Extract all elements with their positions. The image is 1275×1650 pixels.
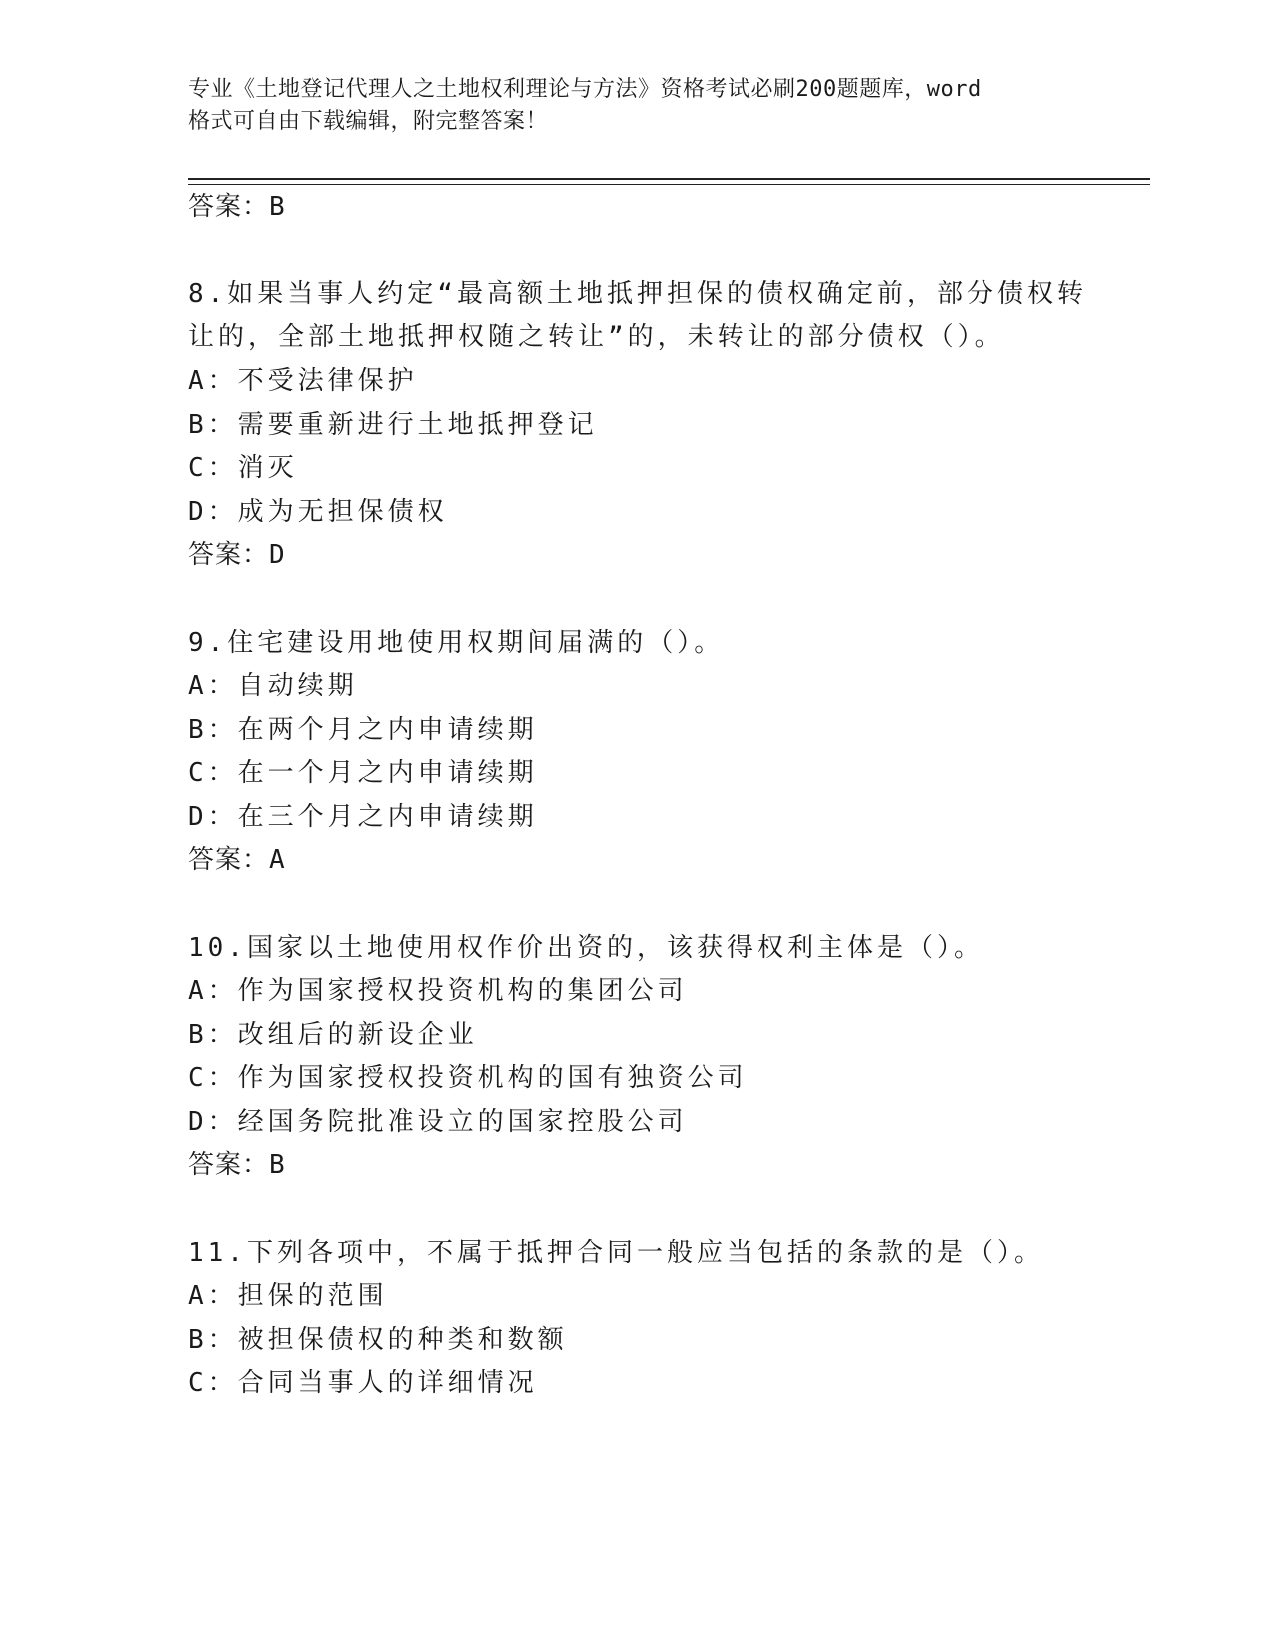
- option-b: B：改组后的新设企业: [188, 1020, 478, 1050]
- question-stem: 8.如果当事人约定“最高额土地抵押担保的债权确定前，部分债权转: [188, 279, 1087, 309]
- header-rule-thin: [188, 184, 1150, 185]
- option-d: D：成为无担保债权: [188, 497, 448, 527]
- option-d: D：在三个月之内申请续期: [188, 802, 538, 832]
- option-c: C：作为国家授权投资机构的国有独资公司: [188, 1063, 748, 1093]
- option-a: A：自动续期: [188, 671, 358, 701]
- answer-line: 答案：D: [188, 540, 286, 570]
- option-a: A：不受法律保护: [188, 366, 418, 396]
- answer-line: 答案：B: [188, 192, 286, 222]
- option-c: C：在一个月之内申请续期: [188, 758, 538, 788]
- option-b: B：在两个月之内申请续期: [188, 715, 538, 745]
- answer-line: 答案：A: [188, 845, 286, 875]
- option-a: A：担保的范围: [188, 1281, 388, 1311]
- header-rule: [188, 178, 1150, 180]
- option-b: B：被担保债权的种类和数额: [188, 1325, 568, 1355]
- option-c: C：消灭: [188, 453, 298, 483]
- option-d: D：经国务院批准设立的国家控股公司: [188, 1107, 688, 1137]
- question-stem: 11.下列各项中，不属于抵押合同一般应当包括的条款的是（）。: [188, 1238, 1044, 1268]
- answer-line: 答案：B: [188, 1150, 286, 1180]
- option-b: B：需要重新进行土地抵押登记: [188, 410, 598, 440]
- question-stem: 10.国家以土地使用权作价出资的，该获得权利主体是（）。: [188, 933, 984, 963]
- document-header: [188, 74, 1068, 138]
- option-c: C：合同当事人的详细情况: [188, 1368, 538, 1398]
- header-line-1: 专业《土地登记代理人之土地权利理论与方法》资格考试必刷200题题库，word: [188, 77, 982, 102]
- option-a: A：作为国家授权投资机构的集团公司: [188, 976, 688, 1006]
- question-stem: 让的，全部土地抵押权随之转让”的，未转让的部分债权（）。: [188, 322, 1005, 352]
- question-stem: 9.住宅建设用地使用权期间届满的（）。: [188, 628, 725, 658]
- header-line-2: 格式可自由下载编辑，附完整答案！: [188, 109, 549, 134]
